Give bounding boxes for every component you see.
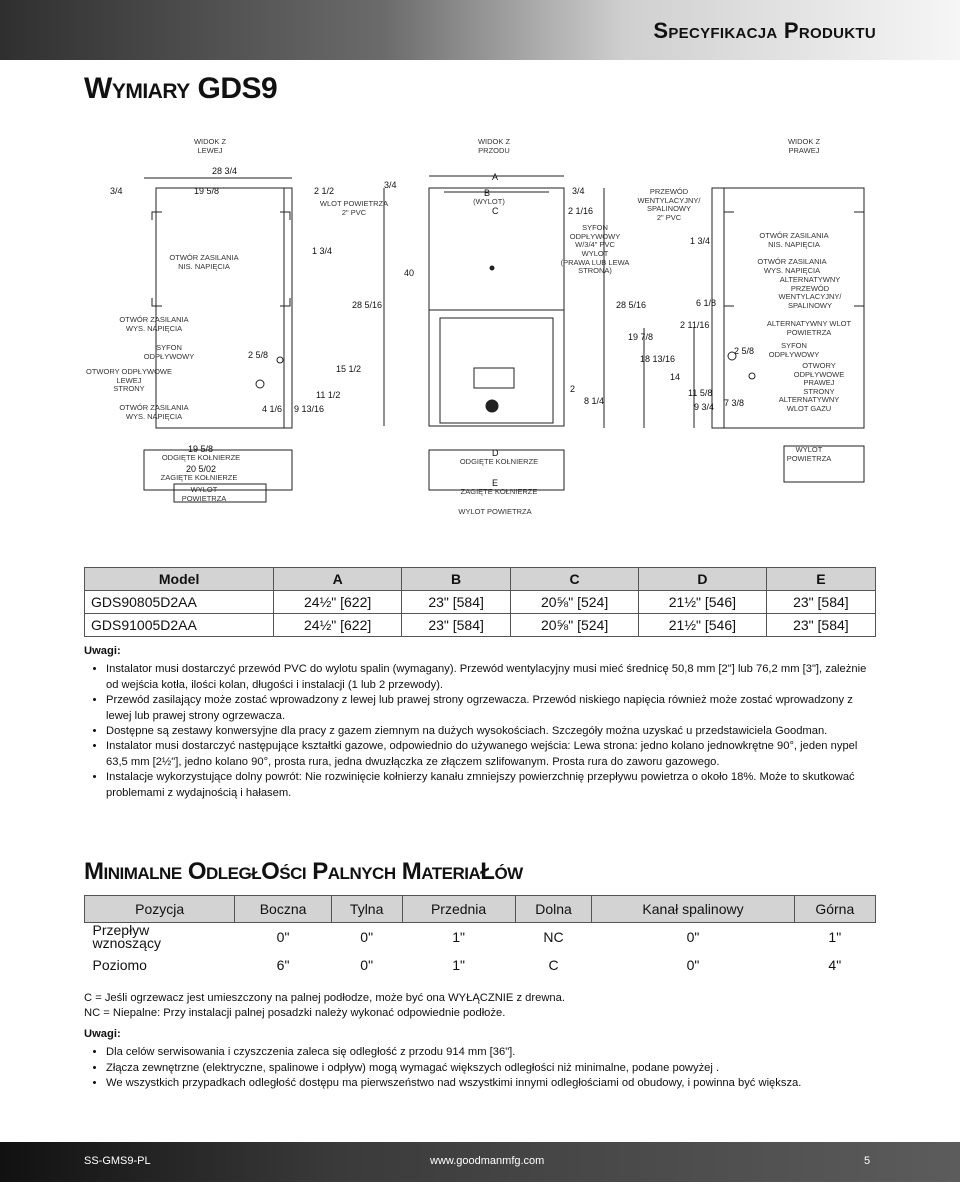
table-cell: 20⅝" [524] xyxy=(511,591,639,614)
dim-40: 40 xyxy=(404,268,415,278)
specs-header-row xyxy=(85,568,876,591)
table-cell: 0" xyxy=(360,957,374,973)
label-syfon-front: SYFON ODPŁYWOWY W/3/4" PVC WYLOT (PRAWA LUB LEWA STRONA) xyxy=(560,223,630,276)
dim-2-12: 2 1/2 xyxy=(314,186,335,196)
label-r-otwor-nis: OTWÓR ZASILANIA NIS. NAPIĘCIA xyxy=(759,231,829,249)
label-r-otwory: OTWORY ODPŁYWOWE PRAWEJ STRONY xyxy=(793,361,845,396)
view-label-right: WIDOK Z PRAWEJ xyxy=(787,137,821,155)
clear-col-pozycja: Pozycja xyxy=(85,896,235,923)
dim-19-58: 19 5/8 xyxy=(194,186,220,196)
table-row xyxy=(85,923,876,952)
dim-9-34: 9 3/4 xyxy=(694,402,715,412)
clear-note-nc: NC = Niepalne: Przy instalacji palnej posadzki należy wykonać odpowiednie podłoże. xyxy=(84,1007,506,1019)
table-cell: 1" xyxy=(828,929,842,945)
dim-D: D xyxy=(492,448,499,458)
list-item: • Dla celów serwisowania i czyszczenia zaleca się odległość z przodu 914 mm [36"]. xyxy=(106,1045,876,1060)
table-cell: 1" xyxy=(452,957,465,973)
notes-title: Uwagi: xyxy=(84,645,121,657)
table-cell: 4" xyxy=(828,957,842,973)
label-wlot-pvc: WLOT POWIETRZA 2" PVC xyxy=(319,199,389,217)
label-b-odgiete-c: ODGIĘTE KOŁNIERZE xyxy=(459,457,539,466)
label-b-wylot-c: WYLOT POWIETRZA xyxy=(458,507,532,516)
dim-C: C xyxy=(492,206,499,216)
dim-1-34r: 1 3/4 xyxy=(690,236,711,246)
front-window xyxy=(474,368,514,388)
footer-bar xyxy=(0,1142,960,1182)
left-hole-1 xyxy=(256,380,264,388)
table-cell: 21½" [546] xyxy=(638,591,766,614)
dim-28-516: 28 5/16 xyxy=(352,300,383,310)
list-item: • Przewód zasilający może zostać wprowadzony z lewej lub prawej strony ogrzewacza. Przewód niskiego napięcia również może zostać wprowadzony z lewej lub prawej strony ogrzewacza. xyxy=(106,693,876,724)
clear-col-gorna: Górna xyxy=(794,896,875,923)
label-r-otwor-wys: OTWÓR ZASILANIA WYS. NAPIĘCIA xyxy=(757,257,827,275)
dim-34-a: 3/4 xyxy=(110,186,123,196)
dim-A: A xyxy=(492,172,499,182)
dim-B: B xyxy=(484,188,491,198)
table-cell: 6" xyxy=(276,957,290,973)
label-b-wylot-r: WYLOT POWIETRZA xyxy=(786,445,832,463)
clear-col-boczna: Boczna xyxy=(235,896,331,923)
label-r-syfon: SYFON ODPŁYWOWY xyxy=(768,341,820,359)
clear-col-tylna: Tylna xyxy=(331,896,402,923)
dim-2-116: 2 1/16 xyxy=(568,206,594,216)
list-item: • Instalator musi dostarczyć następujące kształtki gazowe, odpowiednio do używanego wejścia: Lewa strona: jedno kolano jednowkrętne 90°, jeden nypel 63,5 mm [2½"], jedno kolano 90°, prosta rura, jedna dwuzłączka ze złączem szlifowanym. Prosta rura do zaworu gazowego. xyxy=(106,739,876,770)
specs-col-b: B xyxy=(402,568,511,591)
notes-list xyxy=(84,662,876,801)
dim-11-58: 11 5/8 xyxy=(688,388,713,398)
list-item: • Instalator musi dostarczyć przewód PVC do wylotu spalin (wymagany). Przewód wentylacyjny musi mieć średnicę 50,8 mm [2"] lub 76,2 mm [3"], zależnie od wejścia kotła, ilości kolan, długości i instalacji (1 lub 2 przewody). xyxy=(106,662,876,693)
table-cell: 24½" [622] xyxy=(274,614,402,637)
specs-col-c: C xyxy=(511,568,639,591)
label-l-syfon: SYFON ODPŁYWOWY xyxy=(143,343,195,361)
view-label-left: WIDOK Z LEWEJ xyxy=(193,137,227,155)
table-row xyxy=(85,951,876,979)
footer-code: SS-GMS9-PL xyxy=(84,1155,151,1167)
label-r-alt-przewod: ALTERNATYWNY PRZEWÓD WENTYLACYJNY/ SPALINOWY xyxy=(778,275,842,310)
table-cell: 20⅝" [524] xyxy=(511,614,639,637)
header-title: Specyfikacja Produktu xyxy=(653,18,876,43)
clear-col-kanal: Kanał spalinowy xyxy=(592,896,794,923)
dim-8-14: 8 1/4 xyxy=(584,396,605,406)
table-cell: Przepływ wznoszący xyxy=(92,922,161,951)
clear-note-c: C = Jeśli ogrzewacz jest umieszczony na palnej podłodze, może być ona WYŁĄCZNIE z drewna. xyxy=(84,992,565,1004)
dim-6-18: 6 1/8 xyxy=(696,298,717,308)
label-l-otwor-wys2: OTWÓR ZASILANIA WYS. NAPIĘCIA xyxy=(119,403,189,421)
dim-1-34: 1 3/4 xyxy=(312,246,333,256)
table-cell: 0" xyxy=(276,929,290,945)
footer-page-number: 5 xyxy=(864,1155,871,1167)
table-cell: 23" [584] xyxy=(402,614,511,637)
dim-7-38: 7 3/8 xyxy=(724,398,745,408)
table-cell: 1" xyxy=(452,929,465,945)
specs-col-a: A xyxy=(274,568,402,591)
header-bar xyxy=(0,0,960,60)
left-hole-2 xyxy=(277,357,283,363)
section-title-dimensions: Wymiary GDS9 xyxy=(84,72,278,105)
label-l-otwor-nis: OTWÓR ZASILANIA NIS. NAPIĘCIA xyxy=(169,253,239,271)
list-item: • Złącza zewnętrzne (elektryczne, spalinowe i odpływ) mogą wymagać większych odległości niż minimalne, podane powyżej . xyxy=(106,1061,876,1076)
list-item: • We wszystkich przypadkach odległość dostępu ma pierwszeństwo nad wszystkimi innymi odległościami od obudowy, i powinna być większa. xyxy=(106,1076,876,1091)
view-label-front: WIDOK Z PRZODU xyxy=(477,137,511,155)
footer-url: www.goodmanmfg.com xyxy=(430,1155,545,1167)
label-b-zagiete-l: ZAGIĘTE KOŁNIERZE xyxy=(160,473,238,482)
table-cell: GDS91005D2AA xyxy=(85,614,274,637)
dim-28-516r: 28 5/16 xyxy=(616,300,647,310)
specs-col-d: D xyxy=(638,568,766,591)
dim-15-12: 15 1/2 xyxy=(336,364,362,374)
dim-34-c: 3/4 xyxy=(572,186,585,196)
notes-dimensions xyxy=(84,644,876,801)
dim-34-b: 3/4 xyxy=(384,180,397,190)
notes-clearances xyxy=(84,1027,876,1092)
clear-col-dolna: Dolna xyxy=(515,896,592,923)
dim-19-58b: 19 5/8 xyxy=(188,444,214,454)
dim-4-16: 4 1/6 xyxy=(262,404,283,414)
section-title-clearances: Minimalne OdległOści Palnych MateriaŁów xyxy=(84,858,523,885)
table-cell: 21½" [546] xyxy=(638,614,766,637)
label-przewod: PRZEWÓD WENTYLACYJNY/ SPALINOWY 2" PVC xyxy=(637,187,701,222)
dim-2-58: 2 5/8 xyxy=(248,350,269,360)
dim-14: 14 xyxy=(670,372,681,382)
list-item: • Dostępne są zestawy konwersyjne dla pracy z gazem ziemnym na dużych wysokościach. Szczegóły można uzyskać u przedstawiciela Goodman. xyxy=(106,724,876,739)
table-cell: 23" [584] xyxy=(766,591,875,614)
specs-col-model: Model xyxy=(85,568,274,591)
label-b-zagiete-c: ZAGIĘTE KOŁNIERZE xyxy=(460,487,538,496)
label-r-alt-wlot: ALTERNATYWNY WLOT POWIETRZA xyxy=(766,319,852,337)
dim-20-502: 20 5/02 xyxy=(186,464,217,474)
table-cell: Poziomo xyxy=(92,956,147,973)
dim-2: 2 xyxy=(570,384,576,394)
clearances-table xyxy=(84,895,876,979)
specs-col-e: E xyxy=(766,568,875,591)
label-l-otwory: OTWORY ODPŁYWOWE LEWEJ STRONY xyxy=(86,367,172,394)
table-cell: 0" xyxy=(360,929,374,945)
clear-header-row xyxy=(85,896,876,923)
list-item: • Instalacje wykorzystujące dolny powrót: Nie rozwinięcie kołnierzy kanału zmniejszy powierzchnię przepływu powietrza o około 18%. Może to skutkować problemami z wydajnością i hałasem. xyxy=(106,770,876,801)
dimensions-diagram xyxy=(84,128,876,520)
dim-19-78: 19 7/8 xyxy=(628,332,654,342)
dim-2-58r: 2 5/8 xyxy=(734,346,755,356)
label-wylot: (WYLOT) xyxy=(473,197,505,206)
left-view-body xyxy=(156,188,292,428)
notes-title: Uwagi: xyxy=(84,1028,121,1040)
dim-9-1316: 9 13/16 xyxy=(294,404,325,414)
label-l-otwor-wys: OTWÓR ZASILANIA WYS. NAPIĘCIA xyxy=(119,315,189,333)
label-b-wylot-l: WYLOT POWIETRZA xyxy=(181,485,227,503)
dim-2-1116: 2 11/16 xyxy=(680,320,710,330)
table-row xyxy=(85,614,876,637)
table-cell: 24½" [622] xyxy=(274,591,402,614)
dim-11-12: 11 1/2 xyxy=(316,390,341,400)
label-b-odgiete-l: ODGIĘTE KOŁNIERZE xyxy=(161,453,241,462)
label-r-alt-gaz: ALTERNATYWNY WLOT GAZU xyxy=(778,395,840,413)
table-row xyxy=(85,591,876,614)
table-cell: GDS90805D2AA xyxy=(85,591,274,614)
clear-col-przednia: Przednia xyxy=(402,896,515,923)
table-cell: 23" [584] xyxy=(766,614,875,637)
table-cell: 0" xyxy=(686,929,700,945)
dim-28-34: 28 3/4 xyxy=(212,166,238,176)
table-cell: 0" xyxy=(686,957,700,973)
dim-18-1316: 18 13/16 xyxy=(640,354,676,364)
table-cell: C xyxy=(548,957,559,973)
right-hole-2 xyxy=(749,373,755,379)
table-cell: NC xyxy=(543,929,564,945)
front-view-body xyxy=(429,188,564,426)
dim-E: E xyxy=(492,478,499,488)
front-knob xyxy=(486,400,498,412)
table-cell: 23" [584] xyxy=(402,591,511,614)
notes-list xyxy=(84,1045,876,1091)
specs-table xyxy=(84,567,876,637)
